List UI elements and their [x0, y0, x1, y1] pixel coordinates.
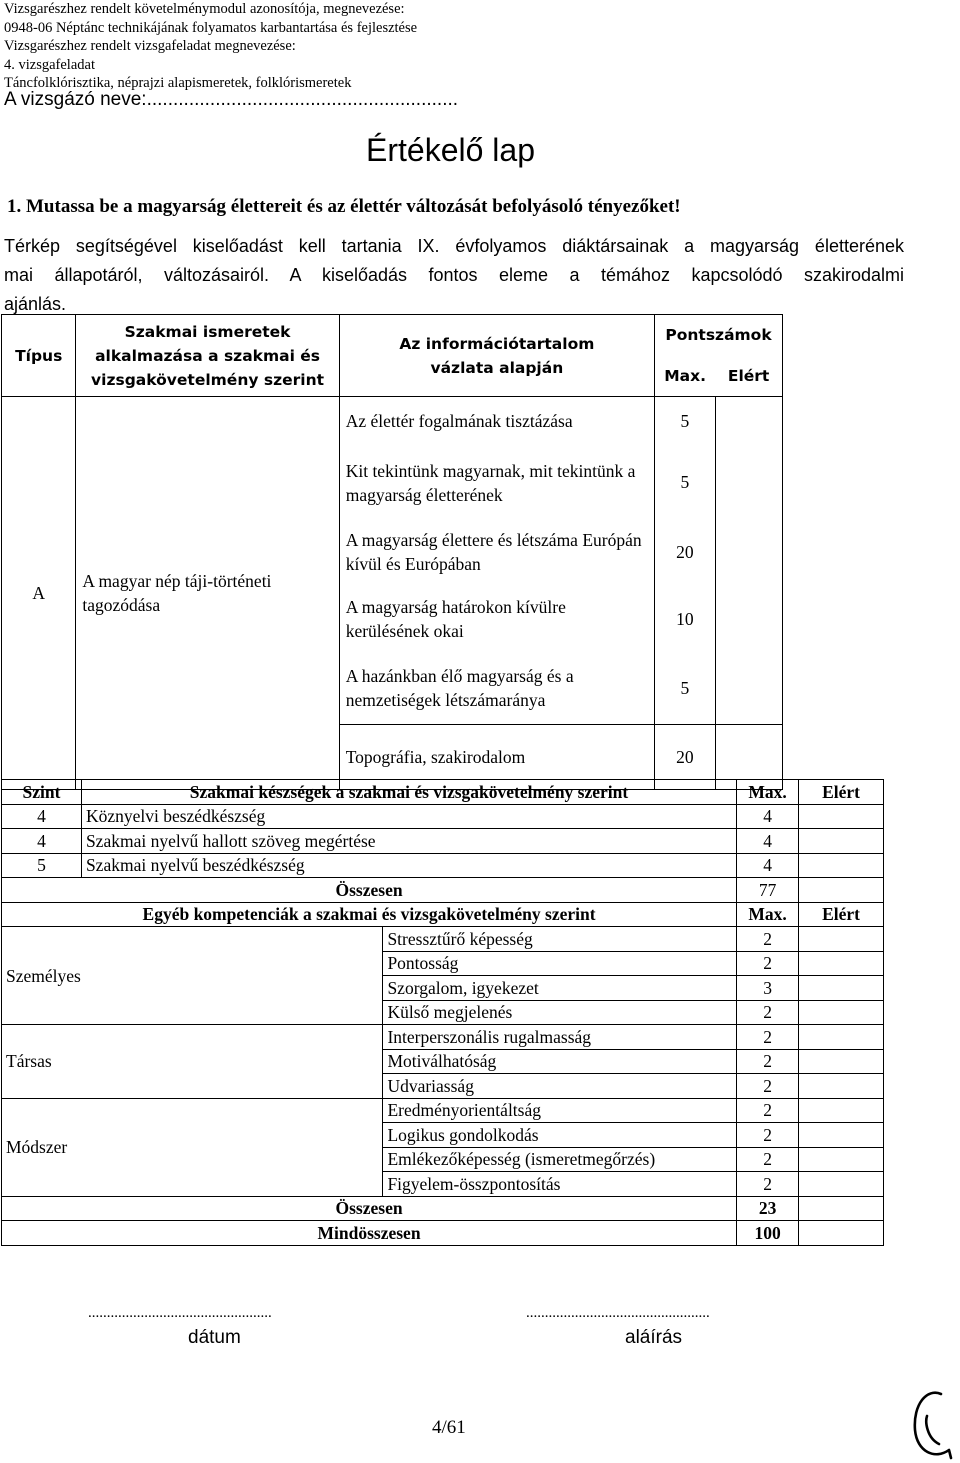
col-header-outline: Az információtartalom vázlata alapján [339, 315, 654, 397]
col-header-points: Pontszámok [655, 315, 783, 356]
achieved-points[interactable] [715, 653, 782, 725]
skill-max: 4 [737, 804, 799, 829]
max-points: 20 [655, 725, 716, 790]
skill-achieved[interactable] [799, 829, 884, 854]
competency-name: Külső megjelenés [383, 1000, 737, 1025]
competency-name: Udvariasság [383, 1074, 737, 1099]
outline-item: A hazánkban élő magyarság és a nemzetiségek létszámaránya [339, 653, 654, 725]
competency-name: Motiválhatóság [383, 1049, 737, 1074]
skill-level: 4 [2, 804, 82, 829]
competency-achieved[interactable] [799, 1147, 884, 1172]
competency-max: 2 [737, 1074, 799, 1099]
col-header-competencies: Egyéb kompetenciák a szakmai és vizsgakövetelmény szerint [2, 902, 737, 927]
max-points: 10 [655, 586, 716, 653]
page-number: 4/61 [432, 1417, 466, 1438]
competency-achieved[interactable] [799, 1123, 884, 1148]
competency-name: Figyelem-összpontosítás [383, 1172, 737, 1197]
knowledge-table [1, 314, 783, 790]
competency-achieved[interactable] [799, 976, 884, 1001]
competency-achieved[interactable] [799, 1098, 884, 1123]
achieved-points[interactable] [715, 519, 782, 586]
achieved-points[interactable] [715, 397, 782, 447]
description-line: ajánlás. [4, 294, 67, 314]
date-label: dátum [188, 1327, 241, 1348]
handwritten-initial-icon [905, 1386, 955, 1462]
document-header [4, 0, 417, 93]
col-header-knowledge: Szakmai ismeretek alkalmazása a szakmai és vizsgakövetelmény szerint [76, 315, 339, 397]
competency-max: 3 [737, 976, 799, 1001]
skills-competencies-table [1, 779, 884, 1246]
max-points: 5 [655, 447, 716, 519]
competency-max: 2 [737, 1025, 799, 1050]
competency-max: 2 [737, 1123, 799, 1148]
competency-name: Pontosság [383, 951, 737, 976]
competency-group: Társas [2, 1025, 383, 1099]
col-header-skills: Szakmai készségek a szakmai és vizsgakövetelmény szerint [81, 780, 736, 805]
skills-subtotal-achieved[interactable] [799, 878, 884, 903]
header-line: Táncfolklórisztika, néprajzi alapismeretek, folklórismeretek [4, 75, 352, 91]
skill-achieved[interactable] [799, 804, 884, 829]
description-line: mai állapotáról, változásairól. A kiselőadás fontos eleme a témához kapcsolódó szakirodalmi [4, 265, 904, 285]
col-header-max: Max. [737, 902, 799, 927]
col-header-type: Típus [2, 315, 76, 397]
skills-subtotal-value: 77 [737, 878, 799, 903]
date-line[interactable]: ................................................. [88, 1305, 272, 1321]
max-points: 5 [655, 653, 716, 725]
competency-achieved[interactable] [799, 1172, 884, 1197]
grand-total-achieved[interactable] [799, 1221, 884, 1246]
outline-item: Az élettér fogalmának tisztázása [339, 397, 654, 447]
col-header-max: Max. [655, 356, 716, 397]
competency-name: Interperszonális rugalmasság [383, 1025, 737, 1050]
outline-item: A magyarság élettere és létszáma Európán kívül és Európában [339, 519, 654, 586]
competency-name: Emlékezőképesség (ismeretmegőrzés) [383, 1147, 737, 1172]
skill-level: 4 [2, 829, 82, 854]
header-line: Vizsgarészhez rendelt követelménymodul azonosítója, megnevezése: [4, 1, 405, 17]
grand-total-label: Mindösszesen [2, 1221, 737, 1246]
competency-name: Eredményorientáltság [383, 1098, 737, 1123]
knowledge-cell: A magyar nép táji-történeti tagozódása [76, 397, 339, 790]
competencies-total-value: 23 [737, 1196, 799, 1221]
outline-item: A magyarság határokon kívülre kerülésének okai [339, 586, 654, 653]
skill-name: Köznyelvi beszédkészség [81, 804, 736, 829]
competency-achieved[interactable] [799, 1074, 884, 1099]
competencies-total-label: Összesen [2, 1196, 737, 1221]
max-points: 20 [655, 519, 716, 586]
header-line: 4. vizsgafeladat [4, 56, 95, 73]
col-header-max: Max. [737, 780, 799, 805]
task-description [4, 232, 904, 319]
competency-name: Szorgalom, igyekezet [383, 976, 737, 1001]
description-line: Térkép segítségével kiselőadást kell tartania IX. évfolyamos diáktársainak a magyarság életterének [4, 236, 904, 256]
col-header-achieved: Elért [799, 902, 884, 927]
col-header-achieved: Elért [799, 780, 884, 805]
competency-max: 2 [737, 951, 799, 976]
skill-max: 4 [737, 853, 799, 878]
task-heading: 1. Mutassa be a magyarság élettereit és az élettér változását befolyásoló tényezőket! [7, 196, 681, 217]
competency-name: Logikus gondolkodás [383, 1123, 737, 1148]
col-header-level: Szint [2, 780, 82, 805]
skill-max: 4 [737, 829, 799, 854]
type-cell: A [2, 397, 76, 790]
competency-achieved[interactable] [799, 927, 884, 952]
header-line: Vizsgarészhez rendelt vizsgafeladat megnevezése: [4, 38, 296, 54]
skill-achieved[interactable] [799, 853, 884, 878]
signature-label: aláírás [625, 1327, 683, 1348]
col-header-achieved: Elért [715, 356, 782, 397]
competency-max: 2 [737, 1049, 799, 1074]
competency-achieved[interactable] [799, 1000, 884, 1025]
competency-achieved[interactable] [799, 1025, 884, 1050]
competency-achieved[interactable] [799, 1049, 884, 1074]
competency-max: 2 [737, 927, 799, 952]
competency-max: 2 [737, 1147, 799, 1172]
achieved-points[interactable] [715, 447, 782, 519]
grand-total-value: 100 [737, 1221, 799, 1246]
signature-line[interactable]: ................................................. [526, 1305, 710, 1321]
outline-item: Kit tekintünk magyarnak, mit tekintünk a magyarság életterének [339, 447, 654, 519]
skill-name: Szakmai nyelvű beszédkészség [81, 853, 736, 878]
page-title: Értékelő lap [366, 132, 535, 168]
competency-achieved[interactable] [799, 951, 884, 976]
skill-level: 5 [2, 853, 82, 878]
skill-name: Szakmai nyelvű hallott szöveg megértése [81, 829, 736, 854]
achieved-points[interactable] [715, 586, 782, 653]
competency-max: 2 [737, 1098, 799, 1123]
examinee-name-field: A vizsgázó neve:........................................................... [4, 89, 459, 110]
max-points: 5 [655, 397, 716, 447]
competency-group: Módszer [2, 1098, 383, 1196]
competency-max: 2 [737, 1172, 799, 1197]
competencies-total-achieved[interactable] [799, 1196, 884, 1221]
skills-subtotal-label: Összesen [2, 878, 737, 903]
header-line: 0948-06 Néptánc technikájának folyamatos karbantartása és fejlesztése [4, 19, 418, 36]
competency-group: Személyes [2, 927, 383, 1025]
competency-name: Stressztűrő képesség [383, 927, 737, 952]
competency-max: 2 [737, 1000, 799, 1025]
outline-item: Topográfia, szakirodalom [339, 725, 654, 790]
